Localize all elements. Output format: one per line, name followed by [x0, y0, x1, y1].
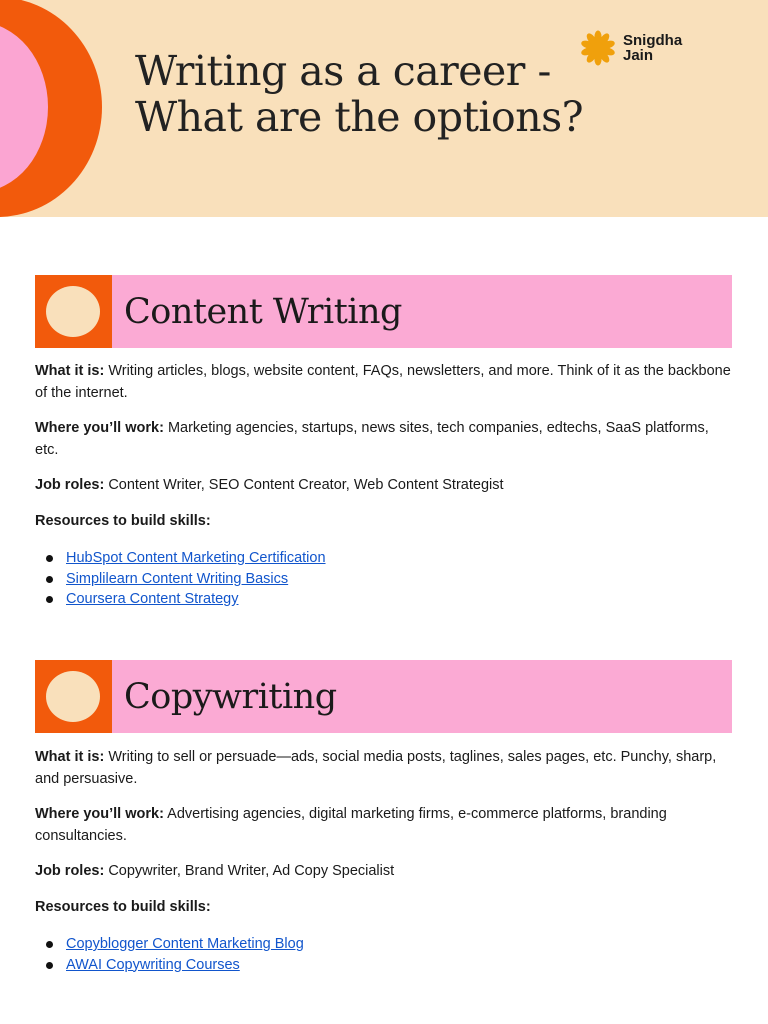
where-text: Advertising agencies, digital marketing firms, e-commerce platforms, branding consultancies.: [35, 806, 667, 844]
job-roles-paragraph: [35, 475, 735, 497]
resources-label: Resources to build skills:: [35, 899, 211, 915]
banner-circle: [46, 671, 100, 722]
author-name: [623, 33, 703, 63]
resources-label: Resources to build skills:: [35, 513, 211, 529]
author-last-name: Jain: [623, 47, 654, 64]
where-label: Where you’ll work:: [35, 806, 164, 822]
banner-orange-block: [35, 275, 112, 348]
section-title: Content Writing: [124, 291, 402, 332]
author-logo: [580, 30, 703, 66]
list-item: [35, 548, 326, 569]
resource-link[interactable]: AWAI Copywriting Courses: [66, 956, 240, 973]
resources-heading: [35, 897, 735, 919]
page-title: [135, 48, 583, 140]
list-item: [35, 589, 326, 610]
resource-link[interactable]: Coursera Content Strategy: [66, 591, 239, 607]
section-banner-copywriting: [35, 660, 732, 733]
resources-list: [35, 548, 326, 610]
resources-list: [35, 934, 304, 975]
what-it-is-text: Writing articles, blogs, website content, FAQs, newsletters, and more. Think of it as the backbone of the internet.: [35, 363, 731, 401]
what-it-is-label: What it is:: [35, 749, 105, 765]
where-text: Marketing agencies, startups, news sites, tech companies, edtechs, SaaS platforms, etc.: [35, 420, 709, 458]
list-item: [35, 569, 326, 590]
where-youll-work-paragraph: [35, 418, 735, 461]
what-it-is-paragraph: [35, 747, 735, 790]
author-first-name: Snigdha: [623, 32, 683, 49]
list-item: [35, 955, 304, 976]
section-title: Copywriting: [124, 676, 337, 717]
flower-icon: [580, 30, 616, 66]
job-roles-text: Copywriter, Brand Writer, Ad Copy Specialist: [108, 863, 395, 879]
section-banner-content-writing: [35, 275, 732, 348]
resource-link[interactable]: HubSpot Content Marketing Certification: [66, 550, 326, 566]
banner-orange-block: [35, 660, 112, 733]
job-roles-label: Job roles:: [35, 863, 105, 879]
banner-circle: [46, 286, 100, 337]
job-roles-label: Job roles:: [35, 477, 105, 493]
job-roles-paragraph: [35, 861, 735, 883]
what-it-is-label: What it is:: [35, 363, 105, 379]
what-it-is-paragraph: [35, 361, 735, 404]
where-label: Where you’ll work:: [35, 420, 164, 436]
title-line-1: Writing as a career -: [135, 47, 551, 95]
list-item: [35, 934, 304, 955]
title-line-2: What are the options?: [135, 93, 584, 141]
job-roles-text: Content Writer, SEO Content Creator, Web Content Strategist: [108, 477, 504, 493]
where-youll-work-paragraph: [35, 804, 735, 847]
resource-link[interactable]: Simplilearn Content Writing Basics: [66, 570, 289, 587]
resource-link[interactable]: Copyblogger Content Marketing Blog: [66, 936, 304, 952]
resources-heading: [35, 511, 735, 533]
what-it-is-text: Writing to sell or persuade—ads, social media posts, taglines, sales pages, etc. Punchy, sharp, and persuasive.: [35, 749, 717, 787]
header-banner: [0, 0, 768, 217]
